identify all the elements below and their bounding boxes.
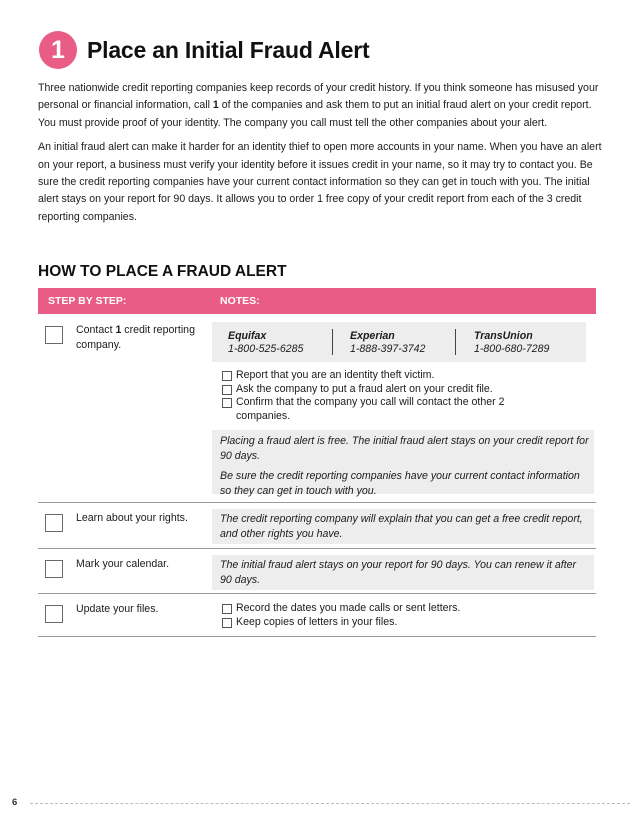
intro-paragraph-1: Three nationwide credit reporting companies keep records of your credit history. If you think someone has misused your personal or financial information, call 1 of the companies and ask them to put an initial fraud alert on your credit report. You must provide proof of your identity. The company you call must tell the other companies about your alert. — [38, 82, 599, 129]
note-box-rights: The credit reporting company will explain that you can get a free credit report, and other rights you have. — [212, 509, 594, 544]
step-label-rights: Learn about your rights. — [76, 512, 188, 524]
intro-text — [38, 80, 606, 233]
checklist-files — [222, 602, 556, 629]
checklist-checkbox[interactable] — [222, 398, 232, 408]
note-text: Placing a fraud alert is free. The initial fraud alert stays on your credit report for 90 days. — [220, 435, 589, 462]
step-number-badge: 1 — [39, 31, 77, 69]
contact-equifax: Equifax 1-800-525-6285 — [228, 330, 304, 355]
intro-paragraph-2: An initial fraud alert can make it harder for an identity thief to open more accounts in your name. When you have an alert on your report, a business must verify your identity before it issues credit in your name, so it may try to contact you. Be sure the credit reporting companies have your current contact information so they can get in touch with you. The initial alert stays on your report for 90 days. It allows you to order 1 free copy of your credit report from each of the 3 credit reporting companies. — [38, 141, 602, 223]
column-header-notes: NOTES: — [220, 295, 260, 307]
checklist-item: Ask the company to put a fraud alert on your credit file. — [222, 383, 556, 397]
checklist-item: Confirm that the company you call will contact the other 2 companies. — [222, 396, 556, 423]
contact-box — [212, 322, 586, 362]
page-number: 6 — [12, 797, 18, 808]
checklist-checkbox[interactable] — [222, 618, 232, 628]
table-row-files — [38, 594, 596, 637]
note-box-calendar: The initial fraud alert stays on your report for 90 days. You can renew it after 90 days. — [212, 555, 594, 590]
checklist-checkbox[interactable] — [222, 371, 232, 381]
table-header — [38, 288, 596, 314]
step-label-calendar: Mark your calendar. — [76, 558, 170, 570]
contact-experian: Experian 1-888-397-3742 — [350, 330, 426, 355]
checklist-item: Record the dates you made calls or sent letters. — [222, 602, 556, 616]
step-label-contact: Contact 1 credit reporting company. — [76, 324, 195, 351]
checklist-checkbox[interactable] — [222, 385, 232, 395]
step-checkbox-calendar[interactable] — [45, 560, 63, 578]
section-title: HOW TO PLACE A FRAUD ALERT — [38, 263, 287, 280]
step-checkbox-files[interactable] — [45, 605, 63, 623]
step-checkbox-contact[interactable] — [45, 326, 63, 344]
step-header — [39, 31, 369, 69]
table-row-rights — [38, 503, 596, 549]
step-checkbox-rights[interactable] — [45, 514, 63, 532]
checklist-item: Report that you are an identity theft victim. — [222, 369, 556, 383]
footer-divider — [30, 803, 630, 804]
page-title: Place an Initial Fraud Alert — [87, 36, 370, 63]
checklist-contact — [222, 369, 556, 423]
contact-transunion: TransUnion 1-800-680-7289 — [474, 330, 550, 355]
contact-divider — [332, 329, 333, 355]
contact-divider — [455, 329, 456, 355]
note-text: Be sure the credit reporting companies have your current contact information so they can get in touch with you. — [220, 470, 580, 497]
table-row-contact — [38, 314, 596, 503]
column-header-step: STEP BY STEP: — [48, 295, 127, 307]
step-label-files: Update your files. — [76, 603, 159, 615]
note-box-fraud-alert — [212, 430, 594, 497]
checklist-item: Keep copies of letters in your files. — [222, 616, 556, 630]
table-row-calendar — [38, 549, 596, 594]
checklist-checkbox[interactable] — [222, 604, 232, 614]
